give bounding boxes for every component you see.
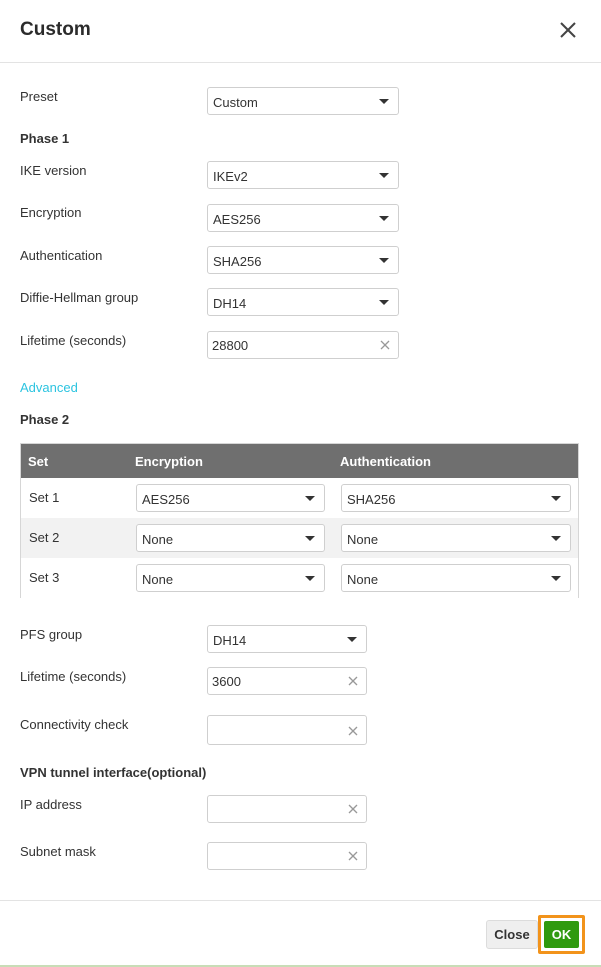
footer-divider [0,900,601,901]
set3-encryption-select[interactable] [136,564,325,592]
clear-icon[interactable] [347,725,359,737]
dialog-title: Custom [20,19,91,40]
set1-authentication-value: SHA256 [347,492,396,507]
chevron-down-icon [551,576,561,581]
chevron-down-icon [305,536,315,541]
phase2-lifetime-input[interactable] [212,672,337,690]
close-icon[interactable] [556,18,580,42]
chevron-down-icon [379,258,389,263]
chevron-down-icon [305,496,315,501]
table-header [21,444,578,478]
phase2-lifetime-label: Lifetime (seconds) [20,669,127,684]
dh-group-value: DH14 [213,296,247,311]
table-row [21,478,578,518]
connectivity-check-input[interactable] [212,720,337,738]
chevron-down-icon [379,99,389,104]
connectivity-check-field[interactable] [207,715,367,745]
preset-select[interactable] [207,87,399,115]
pfs-group-value: DH14 [213,633,247,648]
table-row [21,518,578,558]
ike-version-select[interactable] [207,161,399,189]
preset-label: Preset [20,89,58,104]
set3-authentication-select[interactable] [341,564,571,592]
set1-encryption-value: AES256 [142,492,190,507]
set1-encryption-select[interactable] [136,484,325,512]
chevron-down-icon [551,536,561,541]
subnet-mask-input[interactable] [212,847,337,865]
set-label: Set 1 [29,490,60,505]
column-header-encryption: Encryption [135,454,203,469]
clear-icon[interactable] [347,850,359,862]
dh-group-label: Diffie-Hellman group [20,290,139,305]
authentication-label: Authentication [20,248,103,263]
chevron-down-icon [551,496,561,501]
pfs-group-select[interactable] [207,625,367,653]
phase1-lifetime-input[interactable] [212,336,362,354]
set2-authentication-value: None [347,532,379,547]
phase2-table [20,443,579,598]
encryption-value: AES256 [213,212,261,227]
set1-authentication-select[interactable] [341,484,571,512]
phase1-heading: Phase 1 [20,131,70,146]
table-row [21,558,578,598]
column-header-authentication: Authentication [340,454,431,469]
set-label: Set 3 [29,570,60,585]
set2-encryption-value: None [142,532,174,547]
subnet-mask-field[interactable] [207,842,367,870]
clear-icon[interactable] [347,675,359,687]
set2-encryption-select[interactable] [136,524,325,552]
ike-version-label: IKE version [20,163,87,178]
phase1-lifetime-label: Lifetime (seconds) [20,333,127,348]
preset-value: Custom [213,95,258,110]
authentication-value: SHA256 [213,254,262,269]
phase2-lifetime-field[interactable] [207,667,367,695]
encryption-label: Encryption [20,205,82,220]
phase1-lifetime-field[interactable] [207,331,399,359]
pfs-group-label: PFS group [20,627,83,642]
vpn-tunnel-heading: VPN tunnel interface(optional) [20,765,207,780]
chevron-down-icon [305,576,315,581]
set2-authentication-select[interactable] [341,524,571,552]
ip-address-input[interactable] [212,800,337,818]
ok-button[interactable]: OK [544,921,579,948]
ike-version-value: IKEv2 [213,169,248,184]
encryption-select[interactable] [207,204,399,232]
chevron-down-icon [347,637,357,642]
advanced-link[interactable]: Advanced [20,380,78,395]
subnet-mask-label: Subnet mask [20,844,96,859]
set3-authentication-value: None [347,572,379,587]
clear-icon[interactable] [379,339,391,351]
close-button[interactable]: Close [486,920,538,949]
chevron-down-icon [379,216,389,221]
connectivity-check-label: Connectivity check [20,717,129,732]
clear-icon[interactable] [347,803,359,815]
dh-group-select[interactable] [207,288,399,316]
chevron-down-icon [379,173,389,178]
ip-address-field[interactable] [207,795,367,823]
header-divider [0,62,601,63]
set3-encryption-value: None [142,572,174,587]
authentication-select[interactable] [207,246,399,274]
ip-address-label: IP address [20,797,82,812]
set-label: Set 2 [29,530,60,545]
column-header-set: Set [28,454,49,469]
phase2-heading: Phase 2 [20,412,70,427]
chevron-down-icon [379,300,389,305]
